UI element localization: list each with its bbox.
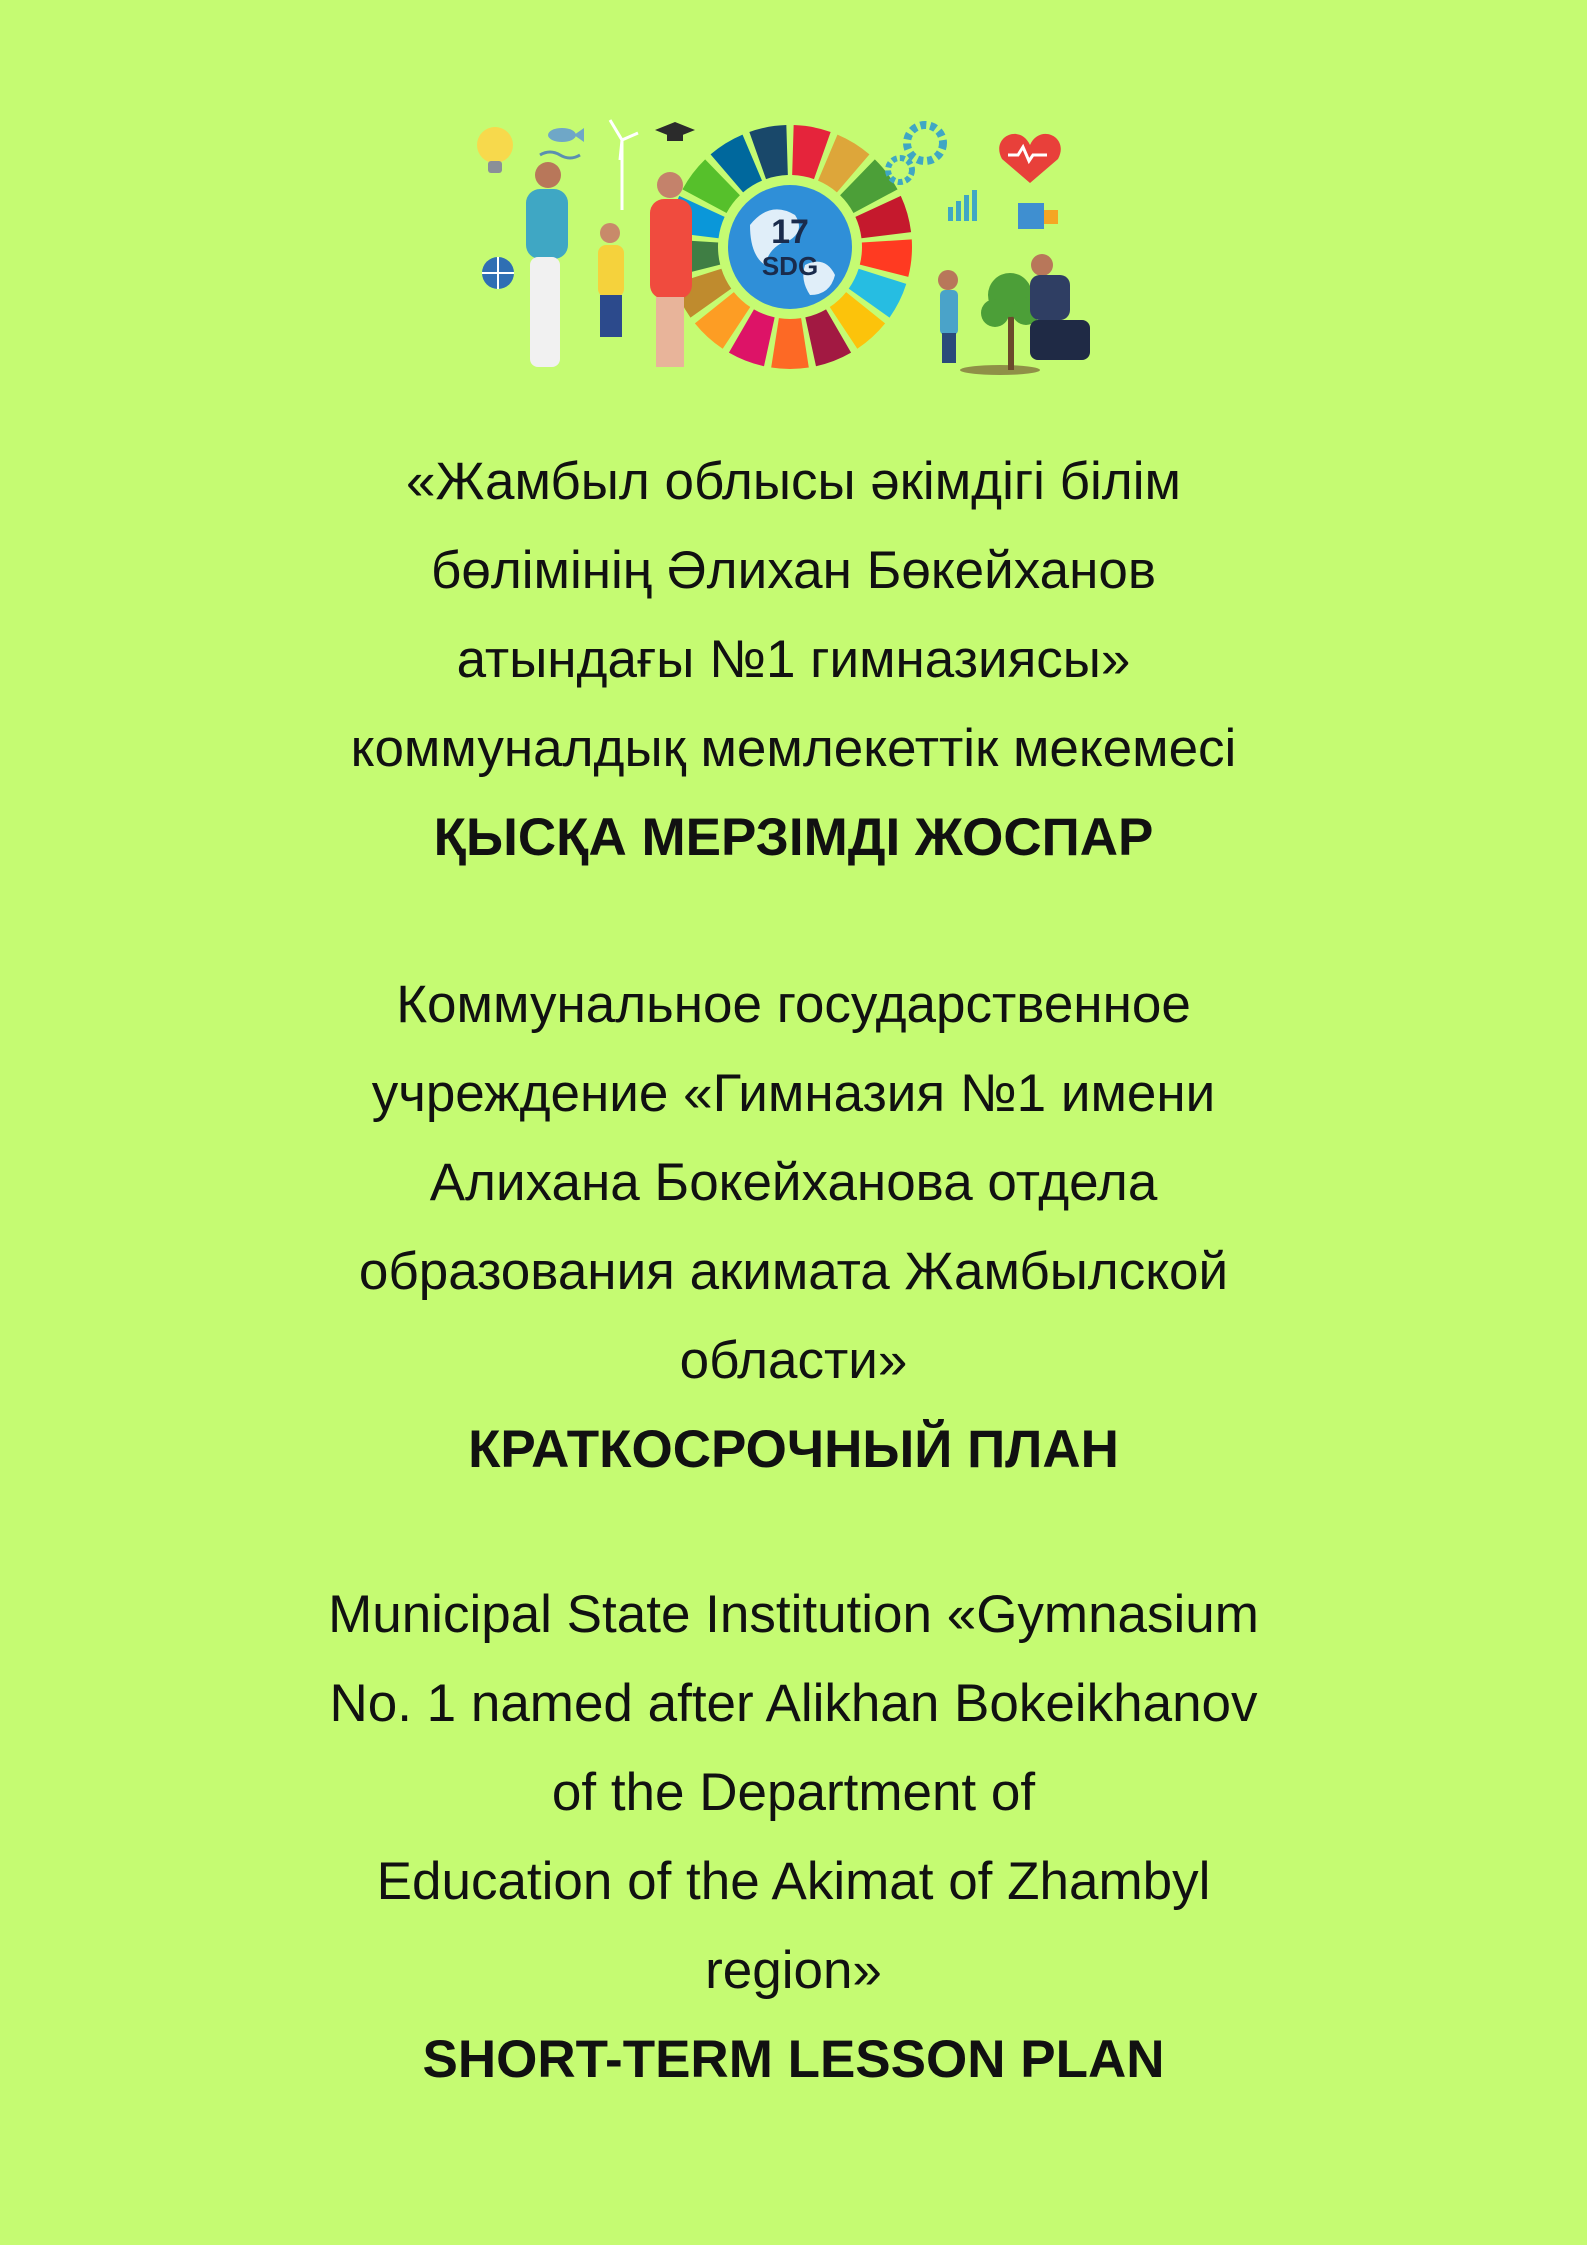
lightbulb-icon bbox=[477, 127, 513, 173]
english-line: region» bbox=[705, 1941, 882, 2000]
graduation-cap-icon bbox=[655, 122, 695, 141]
heart-icon bbox=[999, 134, 1061, 183]
sdg-wheel-segment bbox=[860, 239, 912, 276]
english-line: Municipal State Institution «Gymnasium bbox=[328, 1585, 1259, 1644]
russian-heading: КРАТКОСРОЧНЫЙ ПЛАН bbox=[468, 1420, 1119, 1479]
gear-icon bbox=[888, 125, 943, 182]
kazakh-line: бөлімінің Әлихан Бөкейханов bbox=[431, 541, 1156, 600]
russian-line: образования акимата Жамбылской bbox=[358, 1242, 1229, 1301]
sdg-wheel-segment bbox=[771, 318, 809, 369]
sdg-badge-number: 17 bbox=[771, 213, 809, 251]
sdg-illustration bbox=[470, 115, 1110, 380]
small-globe-icon bbox=[482, 257, 514, 289]
russian-text-block bbox=[0, 960, 1587, 1494]
wind-turbine-icon bbox=[610, 120, 638, 210]
kazakh-line: «Жамбыл облысы әкімдігі білім bbox=[406, 452, 1181, 511]
kazakh-heading: ҚЫСҚА МЕРЗІМДІ ЖОСПАР bbox=[433, 808, 1154, 867]
russian-line: учреждение «Гимназия №1 имени bbox=[371, 1064, 1216, 1123]
russian-line: Коммунальное государственное bbox=[396, 975, 1191, 1034]
english-text-block bbox=[0, 1570, 1587, 2104]
english-line: No. 1 named after Alikhan Bokeikhanov bbox=[329, 1674, 1258, 1733]
kazakh-text-block bbox=[0, 437, 1587, 882]
family-figures bbox=[526, 162, 692, 367]
gardening-figures bbox=[938, 254, 1090, 375]
english-line: Education of the Akimat of Zhambyl bbox=[376, 1852, 1211, 1911]
russian-line: Алихана Бокейханова отдела bbox=[429, 1153, 1158, 1212]
kazakh-line: атындағы №1 гимназиясы» bbox=[456, 630, 1131, 689]
bar-chart-icon bbox=[948, 190, 977, 221]
english-line: of the Department of bbox=[551, 1763, 1036, 1822]
sdg-badge-label: SDG bbox=[761, 251, 819, 281]
english-heading: SHORT-TERM LESSON PLAN bbox=[422, 2030, 1165, 2089]
russian-line: области» bbox=[679, 1331, 908, 1390]
puzzle-icon bbox=[1018, 203, 1058, 229]
kazakh-line: коммуналдық мемлекеттік мекемесі bbox=[350, 719, 1237, 778]
fish-icon bbox=[540, 128, 584, 158]
